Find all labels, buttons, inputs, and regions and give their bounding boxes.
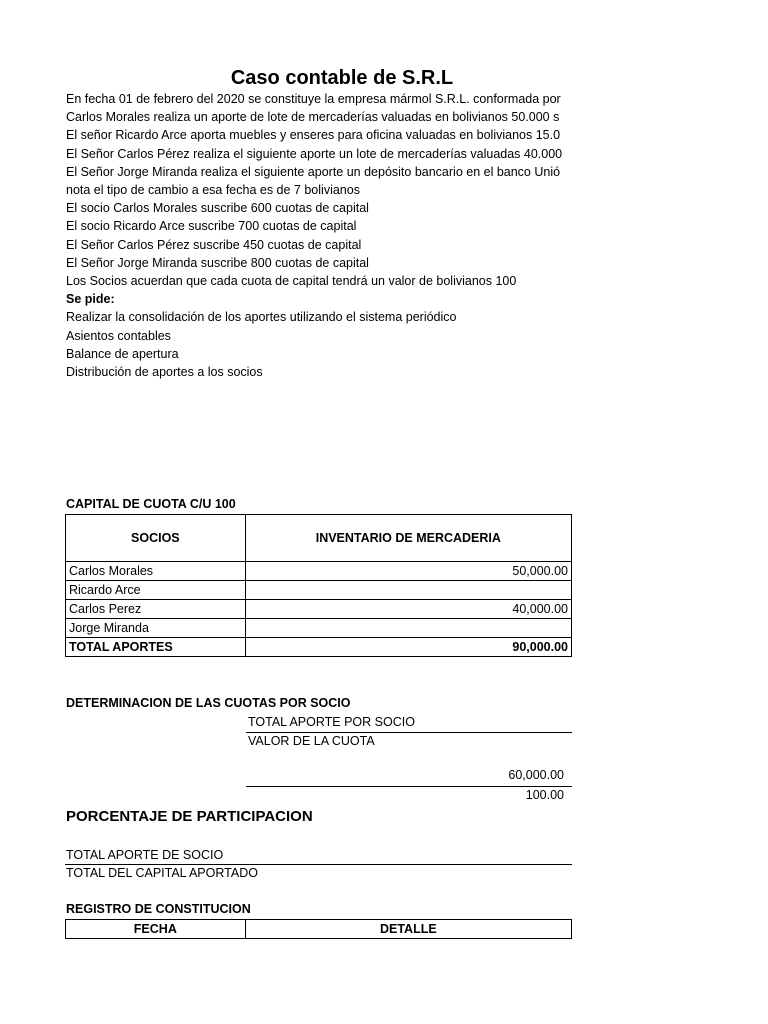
intro-line: El Señor Jorge Miranda suscribe 800 cuotas de capital	[66, 255, 369, 270]
registro-table	[65, 919, 572, 939]
task-item: Realizar la consolidación de los aportes utilizando el sistema periódico	[66, 310, 457, 325]
socio-name: Carlos Morales	[66, 562, 246, 581]
total-row	[66, 638, 572, 657]
divider	[65, 864, 572, 865]
col-socios-header: SOCIOS	[66, 515, 246, 562]
socio-name: Jorge Miranda	[66, 619, 246, 638]
socio-value	[245, 581, 571, 600]
intro-line: El Señor Carlos Pérez realiza el siguiente aporte un lote de mercaderías valuadas 40.000	[66, 146, 563, 161]
intro-line: El Señor Jorge Miranda realiza el siguiente aporte un depósito bancario en el banco Unió	[66, 164, 561, 179]
total-aportes-label: TOTAL APORTES	[66, 638, 246, 657]
intro-line: El señor Ricardo Arce aporta muebles y enseres para oficina valuadas en bolivianos 15.0	[66, 128, 561, 143]
porcentaje-heading: PORCENTAJE DE PARTICIPACION	[66, 808, 313, 825]
se-pide-heading: Se pide:	[66, 292, 115, 307]
intro-line: Los Socios acuerdan que cada cuota de capital tendrá un valor de bolivianos 100	[66, 274, 517, 289]
divider	[246, 732, 572, 733]
socio-value: 40,000.00	[245, 600, 571, 619]
divider	[246, 786, 572, 787]
table-row	[66, 600, 572, 619]
col-inventario-header: INVENTARIO DE MERCADERIA	[245, 515, 571, 562]
table-row	[66, 562, 572, 581]
total-aporte-socio-label: TOTAL APORTE POR SOCIO	[248, 715, 415, 729]
socio-name: Ricardo Arce	[66, 581, 246, 600]
intro-line: El socio Carlos Morales suscribe 600 cuotas de capital	[66, 201, 369, 216]
total-aporte-value: 60,000.00	[508, 768, 564, 782]
total-aportes-value: 90,000.00	[245, 638, 571, 657]
document-title: Caso contable de S.R.L	[230, 67, 454, 89]
table-row	[66, 619, 572, 638]
registro-heading: REGISTRO DE CONSTITUCION	[66, 902, 251, 916]
socio-name: Carlos Perez	[66, 600, 246, 619]
intro-line: El Señor Carlos Pérez suscribe 450 cuotas de capital	[66, 237, 362, 252]
total-aporte-de-socio-label: TOTAL APORTE DE SOCIO	[66, 848, 224, 862]
intro-line: Carlos Morales realiza un aporte de lote de mercaderías valuadas en bolivianos 50.000 s	[66, 110, 560, 125]
cuotas-heading: DETERMINACION DE LAS CUOTAS POR SOCIO	[66, 696, 351, 710]
capital-table	[65, 514, 572, 657]
col-detalle-header: DETALLE	[245, 920, 571, 939]
intro-text-block	[66, 90, 574, 381]
task-item: Asientos contables	[66, 328, 171, 343]
valor-cuota-label: VALOR DE LA CUOTA	[248, 734, 375, 748]
socio-value	[245, 619, 571, 638]
socio-value: 50,000.00	[245, 562, 571, 581]
intro-line: El socio Ricardo Arce suscribe 700 cuotas de capital	[66, 219, 357, 234]
task-item: Distribución de aportes a los socios	[66, 365, 263, 380]
capital-heading: CAPITAL DE CUOTA C/U 100	[66, 497, 236, 511]
valor-cuota-value: 100.00	[525, 788, 564, 802]
col-fecha-header: FECHA	[66, 920, 246, 939]
capital-table-header-row	[66, 515, 572, 562]
intro-line: En fecha 01 de febrero del 2020 se constituye la empresa mármol S.R.L. conformada por	[66, 92, 561, 106]
registro-header-row	[66, 920, 572, 939]
total-capital-label: TOTAL DEL CAPITAL APORTADO	[66, 866, 258, 880]
table-row	[66, 581, 572, 600]
intro-line: nota el tipo de cambio a esa fecha es de 7 bolivianos	[66, 183, 360, 198]
task-item: Balance de apertura	[66, 346, 179, 361]
